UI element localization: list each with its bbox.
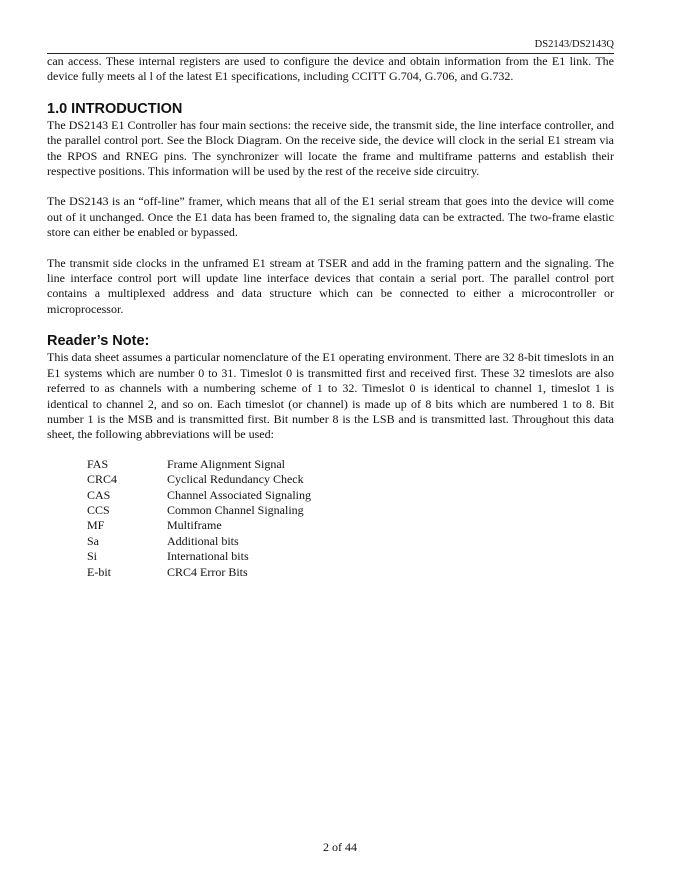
abbreviation-row: [87, 488, 311, 503]
abbreviation-meaning: Channel Associated Signaling: [167, 487, 311, 502]
abbreviation-meaning: Cyclical Redundancy Check: [167, 472, 304, 487]
document-page: [47, 38, 614, 580]
abbreviation-row: [87, 565, 311, 580]
abbreviation-code: CAS: [87, 487, 111, 502]
abbreviation-row: [87, 503, 311, 518]
abbreviation-row: [87, 534, 311, 549]
abbreviation-code: CRC4: [87, 472, 118, 487]
intro-paragraph-2: The DS2143 is an “off-line” framer, which means that all of the E1 serial stream that goes into the device will come out of it unchanged. Once the E1 data has been framed to, the signaling data can be extracted. The two-frame elastic store can either be enabled or bypassed.: [47, 194, 614, 240]
abbreviation-code: FAS: [87, 456, 109, 471]
abbreviation-code: Sa: [87, 533, 99, 548]
section-heading-readers-note: Reader’s Note:: [47, 333, 150, 350]
abbreviation-meaning: Frame Alignment Signal: [167, 456, 285, 471]
abbreviation-row: [87, 457, 311, 472]
abbreviation-meaning: Multiframe: [167, 518, 222, 533]
abbreviation-code: Si: [87, 549, 98, 564]
readers-note-paragraph: This data sheet assumes a particular nomenclature of the E1 operating environment. There are 32 8-bit timeslots in an E1 systems which are number 0 to 31. Timeslot 0 is transmitted first and received first. These 32 timeslots are also referred to as channels with a numbering scheme of 1 to 32. Timeslot 0 is identical to channel 1, timeslot 1 is identical to channel 2, and so on. Each timeslot (or channel) is made up of 8 bits which are numbered 1 to 8. Bit number 1 is the MSB and is transmitted first. Bit number 8 is the LSB and is transmitted last. Throughout this data sheet, the following abbreviations will be used:: [47, 350, 614, 442]
abbreviation-table: [87, 457, 311, 580]
abbreviation-code: CCS: [87, 502, 110, 517]
abbreviation-row: [87, 518, 311, 533]
abbreviation-meaning: International bits: [167, 549, 249, 564]
page-number: 2 of 44: [323, 840, 357, 854]
abbreviation-code: E-bit: [87, 564, 111, 579]
abbreviation-meaning: CRC4 Error Bits: [167, 564, 248, 579]
running-header: DS2143/DS2143Q: [47, 38, 614, 54]
abbreviation-meaning: Additional bits: [167, 533, 239, 548]
abbreviation-meaning: Common Channel Signaling: [167, 502, 304, 517]
intro-paragraph-3: The transmit side clocks in the unframed E1 stream at TSER and add in the framing pattern and the signaling. The line interface control port will update line interface devices that contain a serial port. The parallel control port contains a multiplexed address and data structure which can be connected to either a microcontroller or microprocessor.: [47, 255, 614, 316]
intro-continuation-paragraph: can access. These internal registers are used to configure the device and obtain information from the E1 link. The device fully meets al l of the latest E1 specifications, including CCITT G.704, G.706, and G.732.: [47, 54, 614, 84]
abbreviation-row: [87, 549, 311, 564]
abbreviation-code: MF: [87, 518, 105, 533]
abbreviation-row: [87, 472, 311, 487]
intro-paragraph-1: The DS2143 E1 Controller has four main sections: the receive side, the transmit side, the line interface controller, and the parallel control port. See the Block Diagram. On the receive side, the device will clock in the serial E1 stream via the RPOS and RNEG pins. The synchronizer will locate the frame and multiframe patterns and establish their respective positions. This information will be used by the rest of the receive side circuitry.: [47, 117, 614, 179]
section-heading-introduction: 1.0 INTRODUCTION: [47, 100, 183, 117]
